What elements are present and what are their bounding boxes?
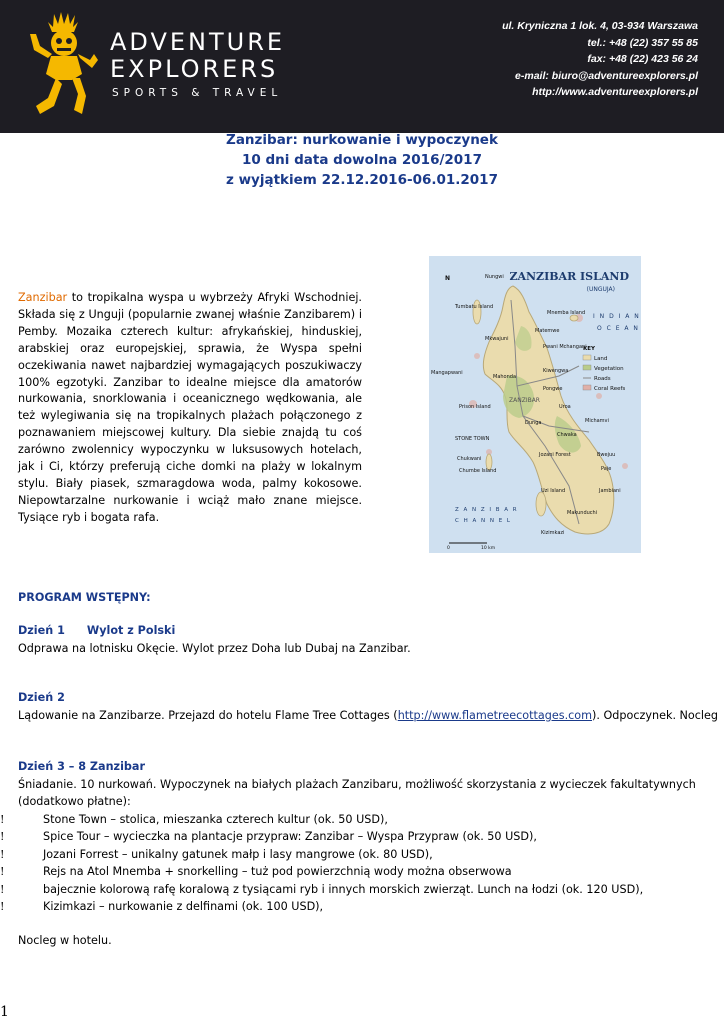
brand-tagline: SPORTS & TRAVEL [112, 87, 283, 99]
contact-fax: fax: +48 (22) 423 56 24 [587, 53, 698, 65]
list-item [0, 811, 718, 829]
map-place: Mahonda [493, 374, 517, 380]
map-title: ZANZIBAR ISLAND [509, 270, 629, 283]
contact-address: ul. Kryniczna 1 lok. 4, 03-934 Warszawa [502, 20, 698, 32]
page-title [0, 130, 724, 190]
program-heading [18, 589, 718, 607]
page-number: 1 [0, 1004, 9, 1020]
map-place: Kiwengwa [543, 368, 569, 374]
map-place: STONE TOWN [455, 436, 490, 442]
map-place: Pongwe [543, 386, 563, 392]
map-place: Paje [601, 466, 612, 472]
bullet-mark: ! [0, 882, 5, 896]
svg-text:O C E A N: O C E A N [597, 325, 640, 332]
map-place: ZANZIBAR [509, 397, 540, 404]
program-heading-text: PROGRAM WSTĘPNY: [18, 591, 151, 604]
list-item-text: bajecznie kolorową rafę koralową z tysiącami ryb i innych morskich zwierząt. Lunch na łodzi (ok. 120 USD), [43, 882, 644, 896]
map-place: Chumbe Island [459, 468, 497, 474]
excursion-list [0, 811, 718, 916]
title-line3: z wyjątkiem 22.12.2016-06.01.2017 [226, 172, 498, 188]
day1-text: Odprawa na lotnisku Okęcie. Wylot przez Doha lub Dubaj na Zanzibar. [18, 641, 411, 655]
intro-text: to tropikalna wyspa u wybrzeży Afryki Wschodniej. Składa się z Unguji (popularnie zwanej właśnie Zanzibarem) i Pemby. Mozaika czterech kultur: afrykańskiej, hinduskiej, arabskiej oraz europejskiej, sprawia, że Wyspa spełni oczekiwania nawet najbardziej wymagających poszukiwaczy 100% egzotyki. Zanzibar to idealne miejsce dla amatorów nurkowania, snorklowania i oceanicznego wędkowania, ale też wylegiwania się na tropikalnych plażach połączonego z poznawaniem miejscowej kultury. Dla siebie znajdą tu coś zarówno zwolennicy wypoczynku w luksusowych hotelach, jak i Ci, którzy preferują ciche domki na plaży w lokalnym stylu. Biały piasek, szmaragdowa woda, palmy kokosowe. Niepowtarzalne nurkowanie i wciąż mało znane miejsce. Tysiące ryb i bogata rafa. [18, 291, 362, 524]
list-item [0, 846, 718, 864]
day2-block [18, 689, 718, 724]
map-key-coral-reefs: Coral Reefs [594, 386, 626, 392]
bullet-mark: ! [0, 812, 5, 826]
day1-title: Wylot z Polski [86, 624, 176, 637]
hotel-link[interactable]: http://www.flametreecottages.com [397, 708, 593, 722]
tiki-figure-logo-icon [28, 10, 100, 120]
map-place: Pwani Mchangani [543, 344, 587, 350]
svg-text:C H A N N E L: C H A N N E L [455, 518, 512, 524]
list-item-text: Stone Town – stolica, mieszanka czterech kultur (ok. 50 USD), [43, 812, 388, 826]
map-place: Chwaka [557, 432, 577, 438]
title-line2: 10 dni data dowolna 2016/2017 [242, 152, 482, 168]
day2-label: Dzień 2 [18, 691, 65, 704]
title-line1: Zanzibar: nurkowanie i wypoczynek [226, 132, 498, 148]
svg-text:I N D I A N: I N D I A N [593, 313, 641, 320]
intro-highlight: Zanzibar [18, 291, 68, 304]
list-item [0, 898, 718, 916]
closing-text: Nocleg w hotelu. [18, 934, 112, 947]
map-place: Uroa [559, 404, 571, 410]
map-place: Chukwani [457, 456, 482, 462]
map-scale-end: 10 km [481, 546, 496, 551]
zanzibar-map [429, 256, 641, 553]
bullet-mark: ! [0, 847, 5, 861]
map-place: Uzi Island [541, 488, 566, 494]
bullet-mark: ! [0, 900, 5, 913]
map-place: Dunga [525, 420, 542, 426]
header-banner [0, 0, 724, 133]
closing-line [18, 932, 718, 950]
map-place: Jozani Forest [539, 452, 571, 458]
map-place: Nungwi [485, 274, 504, 280]
brand-name-line2: EXPLORERS [110, 55, 279, 83]
day1-label: Dzień 1 [18, 624, 65, 637]
contact-block [468, 18, 698, 101]
day3-8-block [0, 758, 718, 916]
map-place: Mkwajuni [485, 336, 509, 342]
svg-text:N: N [445, 275, 451, 282]
list-item [0, 881, 718, 899]
map-scale-start: 0 [447, 546, 450, 551]
map-key-roads: Roads [594, 376, 611, 382]
contact-email[interactable]: e-mail: biuro@adventureexplorers.pl [515, 69, 698, 82]
map-place: Matemwe [535, 328, 560, 334]
map-place: Mnemba Island [547, 310, 586, 316]
map-key-vegetation: Vegetation [594, 366, 624, 372]
day3-8-text: Śniadanie. 10 nurkowań. Wypoczynek na białych plażach Zanzibaru, możliwość skorzystania z wycieczek fakultatywnych (dodatkowo płatne): [18, 777, 696, 808]
map-key-title: KEY [583, 346, 596, 352]
map-place: Prison Island [459, 404, 491, 410]
list-item-text: Spice Tour – wycieczka na plantacje przypraw: Zanzibar – Wyspa Przypraw (ok. 50 USD), [43, 830, 537, 843]
day3-8-label: Dzień 3 – 8 Zanzibar [18, 760, 145, 773]
map-place: Mangapwani [431, 370, 463, 376]
list-item [0, 828, 718, 846]
day2-text-before: Lądowanie na Zanzibarze. Przejazd do hotelu Flame Tree Cottages ( [18, 708, 398, 722]
list-item-text: Rejs na Atol Mnemba + snorkelling – tuż pod powierzchnią wody można obserwowa [43, 865, 512, 878]
bullet-mark: ! [0, 865, 5, 878]
list-item [0, 863, 718, 881]
zanzibar-map-image [429, 256, 641, 553]
svg-text:Z A N Z I B A R: Z A N Z I B A R [455, 507, 519, 513]
map-key-land: Land [594, 356, 608, 362]
list-item-text: Jozani Forrest – unikalny gatunek małp i lasy mangrowe (ok. 80 USD), [43, 847, 433, 861]
map-place: Kizimkazi [541, 530, 565, 536]
day1-block [18, 622, 718, 657]
intro-paragraph [18, 290, 362, 527]
list-item-text: Kizimkazi – nurkowanie z delfinami (ok. 100 USD), [43, 900, 324, 913]
map-place: Michamvi [585, 418, 609, 424]
bullet-mark: ! [0, 830, 5, 843]
map-place: Bwejuu [597, 452, 616, 458]
map-place: Tumbatu Island [455, 304, 494, 310]
contact-website[interactable]: http://www.adventureexplorers.pl [532, 86, 698, 98]
map-subtitle: (UNGUJA) [586, 286, 615, 293]
brand-name-line1: ADVENTURE [110, 28, 286, 56]
map-place: Makunduchi [567, 510, 598, 516]
contact-phone: tel.: +48 (22) 357 55 85 [587, 36, 698, 49]
map-place: Jambiani [599, 488, 621, 494]
day2-text-after: ). Odpoczynek. Nocleg [592, 708, 719, 722]
